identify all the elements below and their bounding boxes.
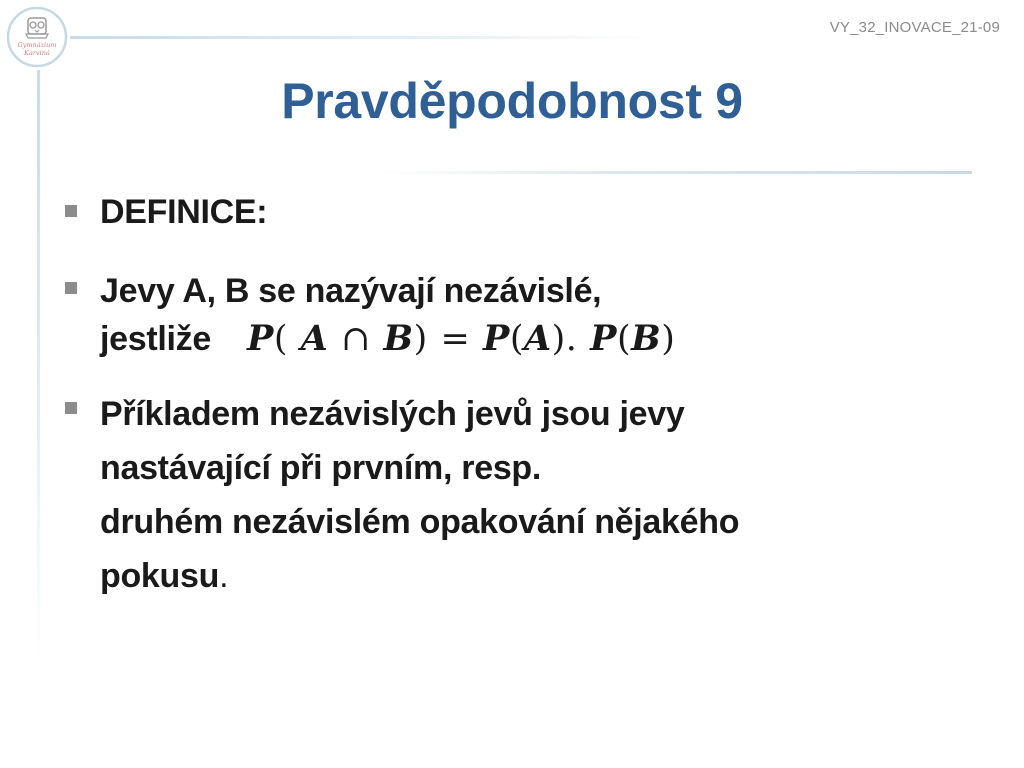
example-line-4: pokusu.	[100, 557, 229, 595]
title-underline	[380, 171, 972, 174]
list-item	[62, 190, 962, 234]
definition-formula-line	[100, 315, 962, 363]
example-line-3: druhém nezávislém opakování nějakého	[100, 503, 740, 541]
example-line-1: Příkladem nezávislých jevů jsou jevy	[100, 395, 685, 433]
example-line-2: nastávající při prvním, resp.	[100, 449, 542, 487]
formula-prefix: jestliže	[100, 320, 211, 358]
school-logo-icon	[6, 6, 68, 68]
bullet-icon	[65, 402, 77, 414]
definition-line: Jevy A, B se nazývají nezávislé,	[100, 272, 602, 310]
list-item	[62, 387, 962, 603]
document-code: VY_32_INOVACE_21-09	[829, 19, 1000, 36]
independence-formula: P( A ∩ B) = P(A). P(B)	[247, 318, 676, 359]
top-guide-line	[70, 36, 660, 39]
left-guide-line	[37, 70, 40, 660]
page-title: Pravděpodobnost 9	[281, 73, 743, 129]
svg-text:Karviná: Karviná	[24, 49, 50, 57]
bullet-list	[62, 190, 962, 603]
definition-heading: DEFINICE:	[100, 193, 268, 231]
bullet-icon	[65, 205, 77, 217]
bullet-icon	[65, 282, 77, 294]
list-item	[62, 267, 962, 363]
svg-text:Gymnázium: Gymnázium	[17, 41, 57, 49]
